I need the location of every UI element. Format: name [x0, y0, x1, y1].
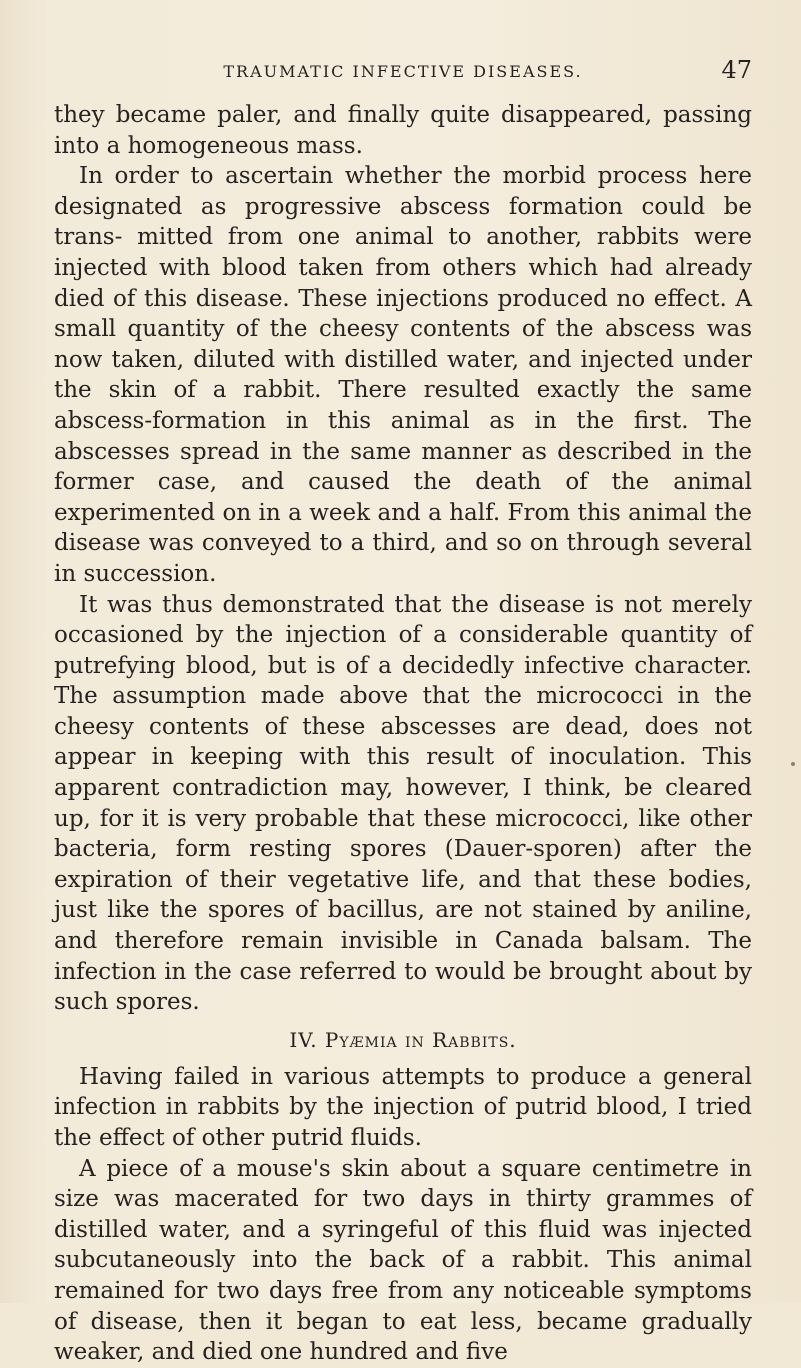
running-title: TRAUMATIC INFECTIVE DISEASES.	[223, 62, 583, 81]
paragraph-infective-character: It was thus demonstrated that the disease is not merely occasioned by the injection of a considerable quantity of putrefying blood, but is of a decidedly infective character. The assumption made above that the micrococci in the cheesy contents of these abscesses are dead, does not appear in keeping with this result of inoculation. This apparent contradiction may, however, I think, be cleared up, for it is very probable that these micrococci, like other bacteria, form resting spores (Dauer-sporen) after the expiration of their vegetative life, and that these bodies, just like the spores of bacillus, are not stained by aniline, and therefore remain invisible in Canada balsam. The infection in the case referred to would be brought about by such spores.	[54, 591, 752, 1016]
body-text	[54, 100, 752, 1368]
paragraph-continuation: they became paler, and finally quite disappeared, passing into a homogeneous mass.	[54, 102, 752, 159]
paragraph-transmission-experiment: In order to ascertain whether the morbid process here designated as progressive abscess formation could be trans- mitted from one animal to another, rabbits were injected with blood taken from others which had already died of this disease. These injections produced no effect. A small quantity of the cheesy contents of the abscess was now taken, diluted with distilled water, and injected under the skin of a rabbit. There resulted exactly the same abscess-formation in this animal as in the first. The abscesses spread in the same manner as described in the former case, and caused the death of the animal experimented on in a week and a half. From this animal the disease was conveyed to a third, and so on through several in succession.	[54, 163, 752, 587]
paragraph-pyaemia-intro: Having failed in various attempts to produce a general infection in rabbits by the injection of putrid blood, I tried the effect of other putrid fluids.	[54, 1063, 752, 1151]
page-number: 47	[721, 56, 752, 84]
paper-speck	[791, 762, 795, 766]
page-header	[54, 56, 752, 86]
section-heading: IV. Pyæmia in Rabbits.	[289, 1027, 517, 1052]
paragraph-mouse-skin-experiment: A piece of a mouse's skin about a square centimetre in size was macerated for two days in thirty grammes of distilled water, and a syringeful of this fluid was injected subcutaneously into the back of a rabbit. This animal remained for two days free from any noticeable symptoms of disease, then it began to eat less, became gradually weaker, and died one hundred and five	[54, 1155, 752, 1366]
